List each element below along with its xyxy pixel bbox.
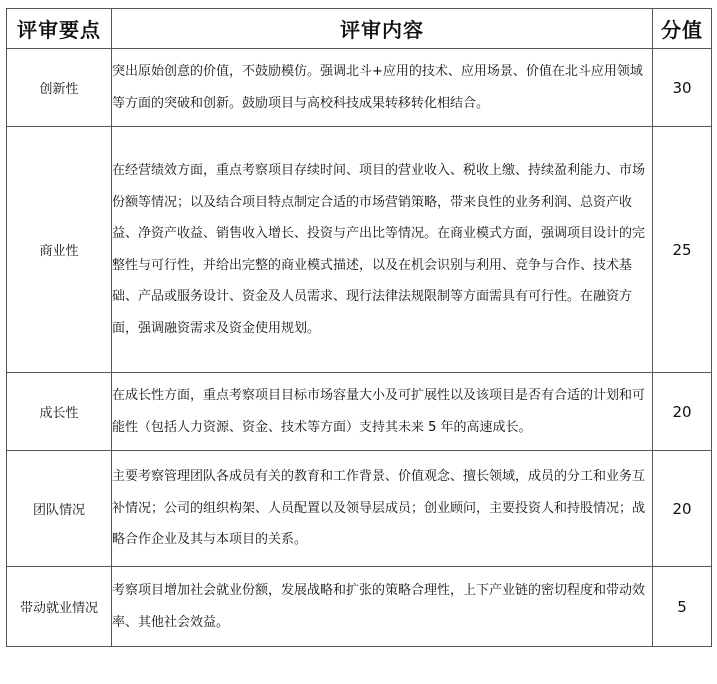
table-row <box>7 451 712 567</box>
evaluation-point-cell: 商业性 <box>7 127 112 373</box>
evaluation-content-cell: 考察项目增加社会就业份额，发展战略和扩张的策略合理性，上下产业链的密切程度和带动效率、其他社会效益。 <box>112 567 653 647</box>
evaluation-criteria-table <box>6 8 712 647</box>
evaluation-content-cell: 在经营绩效方面，重点考察项目存续时间、项目的营业收入、税收上缴、持续盈利能力、市场份额等情况；以及结合项目特点制定合适的市场营销策略，带来良性的业务利润、总资产收益、净资产收益、销售收入增长、投资与产出比等情况。在商业模式方面，强调项目设计的完整性与可行性，并给出完整的商业模式描述，以及在机会识别与利用、竞争与合作、技术基础、产品或服务设计、资金及人员需求、现行法律法规限制等方面需具有可行性。在融资方面，强调融资需求及资金使用规划。 <box>112 127 653 373</box>
table-row <box>7 127 712 373</box>
table-row <box>7 373 712 451</box>
evaluation-point-cell: 成长性 <box>7 373 112 451</box>
evaluation-point-cell: 团队情况 <box>7 451 112 567</box>
score-cell: 25 <box>653 127 712 373</box>
score-cell: 30 <box>653 49 712 127</box>
header-evaluation-content: 评审内容 <box>112 9 653 49</box>
evaluation-content-cell: 主要考察管理团队各成员有关的教育和工作背景、价值观念、擅长领域，成员的分工和业务互补情况；公司的组织构架、人员配置以及领导层成员；创业顾问，主要投资人和持股情况；战略合作企业及其与本项目的关系。 <box>112 451 653 567</box>
evaluation-content-cell: 在成长性方面，重点考察项目目标市场容量大小及可扩展性以及该项目是否有合适的计划和可能性（包括人力资源、资金、技术等方面）支持其未来 5 年的高速成长。 <box>112 373 653 451</box>
header-score: 分值 <box>653 9 712 49</box>
score-cell: 20 <box>653 451 712 567</box>
evaluation-content-cell: 突出原始创意的价值，不鼓励模仿。强调北斗+应用的技术、应用场景、价值在北斗应用领域等方面的突破和创新。鼓励项目与高校科技成果转移转化相结合。 <box>112 49 653 127</box>
score-cell: 5 <box>653 567 712 647</box>
evaluation-point-cell: 带动就业情况 <box>7 567 112 647</box>
evaluation-point-cell: 创新性 <box>7 49 112 127</box>
score-cell: 20 <box>653 373 712 451</box>
header-evaluation-point: 评审要点 <box>7 9 112 49</box>
table-row <box>7 49 712 127</box>
table-row <box>7 567 712 647</box>
table-header-row <box>7 9 712 49</box>
